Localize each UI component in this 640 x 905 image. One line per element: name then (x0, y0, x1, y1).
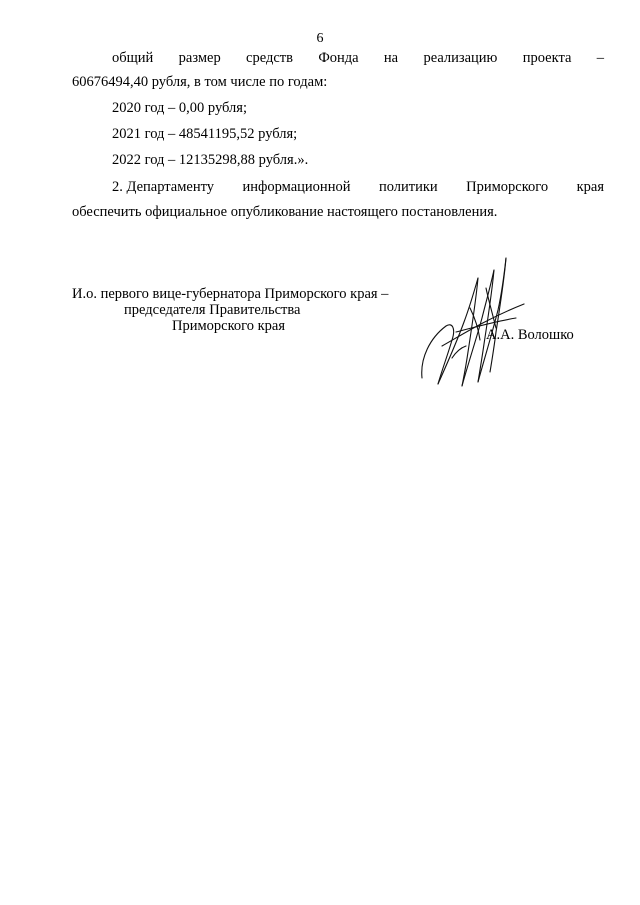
signer-name: А.А. Волошко (486, 327, 574, 343)
paragraph-1-line-2: 60676494,40 рубля, в том числе по годам: (72, 74, 328, 90)
page-number: 6 (316, 31, 324, 46)
signer-position-line-1: И.о. первого вице-губернатора Приморского края – (72, 286, 389, 302)
word: Фонда (318, 50, 359, 66)
word: размер (178, 50, 221, 66)
word: – (596, 50, 604, 66)
handwritten-signature (412, 248, 532, 398)
word: на (383, 50, 399, 66)
paragraph-2-line-1 (112, 178, 604, 196)
word: политики (378, 179, 438, 195)
word: реализацию (423, 50, 498, 66)
paragraph-1-line-1 (112, 49, 604, 67)
year-line-2021: 2021 год – 48541195,52 рубля; (112, 126, 298, 142)
paragraph-2-line-2: обеспечить официальное опубликование настоящего постановления. (72, 204, 498, 220)
word: общий (112, 50, 154, 66)
word: Приморского (466, 179, 549, 195)
year-line-2022: 2022 год – 12135298,88 рубля.». (112, 152, 309, 168)
word: средств (246, 50, 293, 66)
word: 2. Департаменту (112, 179, 214, 195)
year-line-2020: 2020 год – 0,00 рубля; (112, 100, 247, 116)
word: проекта (522, 50, 572, 66)
word: края (576, 179, 604, 195)
signer-position-line-3: Приморского края (172, 318, 286, 334)
signer-position-line-2: председателя Правительства (124, 302, 301, 318)
word: информационной (242, 179, 351, 195)
